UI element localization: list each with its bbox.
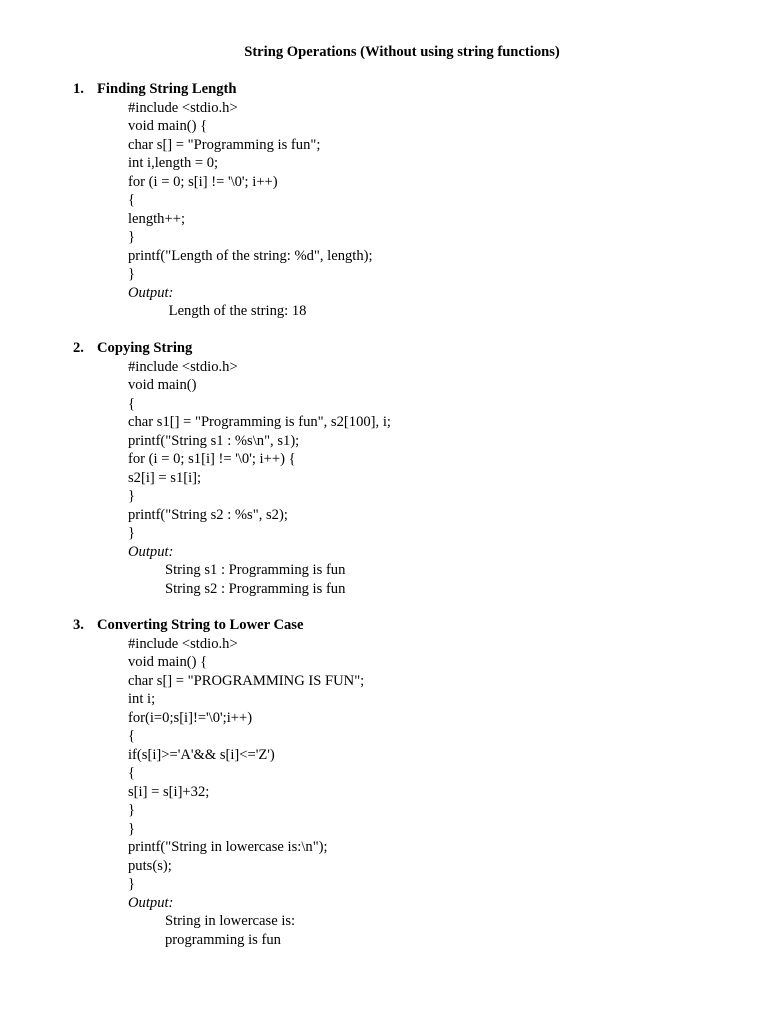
document-title: String Operations (Without using string functions) xyxy=(244,44,560,60)
code-line: if(s[i]>='A'&& s[i]<='Z') xyxy=(128,746,275,763)
code-line: } xyxy=(128,876,136,892)
code-line: } xyxy=(128,525,136,541)
code-line: { xyxy=(128,728,136,744)
output-label: Output: xyxy=(128,284,174,301)
section-number: 3. xyxy=(73,617,84,633)
output-line: Length of the string: 18 xyxy=(165,303,307,319)
code-line: s[i] = s[i]+32; xyxy=(128,783,210,800)
output-label: Output: xyxy=(128,543,174,560)
code-line: { xyxy=(128,765,136,781)
code-line: void main() { xyxy=(128,118,208,134)
code-line: int i; xyxy=(128,691,156,707)
code-line: #include <stdio.h> xyxy=(128,635,238,652)
section-heading: Converting String to Lower Case xyxy=(97,617,304,633)
code-line: } xyxy=(128,820,136,837)
output-label: Output: xyxy=(128,894,174,911)
code-line: void main() { xyxy=(128,654,208,670)
code-line: for (i = 0; s1[i] != '\0'; i++) { xyxy=(128,451,296,467)
code-line: } xyxy=(128,266,136,282)
code-block xyxy=(128,635,364,950)
output-line: String s2 : Programming is fun xyxy=(165,580,346,597)
code-line: printf("Length of the string: %d", length); xyxy=(128,247,373,264)
code-line: char s[] = "Programming is fun"; xyxy=(128,136,321,153)
section-number: 1. xyxy=(73,81,84,97)
code-line: printf("String s1 : %s\n", s1); xyxy=(128,432,300,449)
code-line: for (i = 0; s[i] != '\0'; i++) xyxy=(128,173,278,190)
output-line: String s1 : Programming is fun xyxy=(165,562,346,578)
code-line: char s1[] = "Programming is fun", s2[100], i; xyxy=(128,414,391,430)
section-heading: Finding String Length xyxy=(97,81,237,97)
code-line: int i,length = 0; xyxy=(128,155,219,171)
code-line: } xyxy=(128,802,136,818)
code-line: } xyxy=(128,488,136,504)
code-line: void main() xyxy=(128,377,197,393)
code-line: #include <stdio.h> xyxy=(128,99,238,116)
section-number: 2. xyxy=(73,340,84,356)
code-line: char s[] = "PROGRAMMING IS FUN"; xyxy=(128,672,365,689)
code-line: s2[i] = s1[i]; xyxy=(128,469,202,486)
code-line: for(i=0;s[i]!='\0';i++) xyxy=(128,709,253,726)
code-block xyxy=(128,99,373,321)
code-line: #include <stdio.h> xyxy=(128,358,238,375)
code-line: printf("String in lowercase is:\n"); xyxy=(128,839,328,855)
output-line: String in lowercase is: xyxy=(165,913,296,929)
code-line: puts(s); xyxy=(128,857,172,874)
code-block xyxy=(128,358,391,599)
code-line: } xyxy=(128,229,136,245)
code-line: { xyxy=(128,192,136,208)
output-line: programming is fun xyxy=(165,931,281,948)
code-line: { xyxy=(128,395,136,412)
code-line: length++; xyxy=(128,210,185,227)
section-heading: Copying String xyxy=(97,340,193,356)
code-line: printf("String s2 : %s", s2); xyxy=(128,506,288,523)
